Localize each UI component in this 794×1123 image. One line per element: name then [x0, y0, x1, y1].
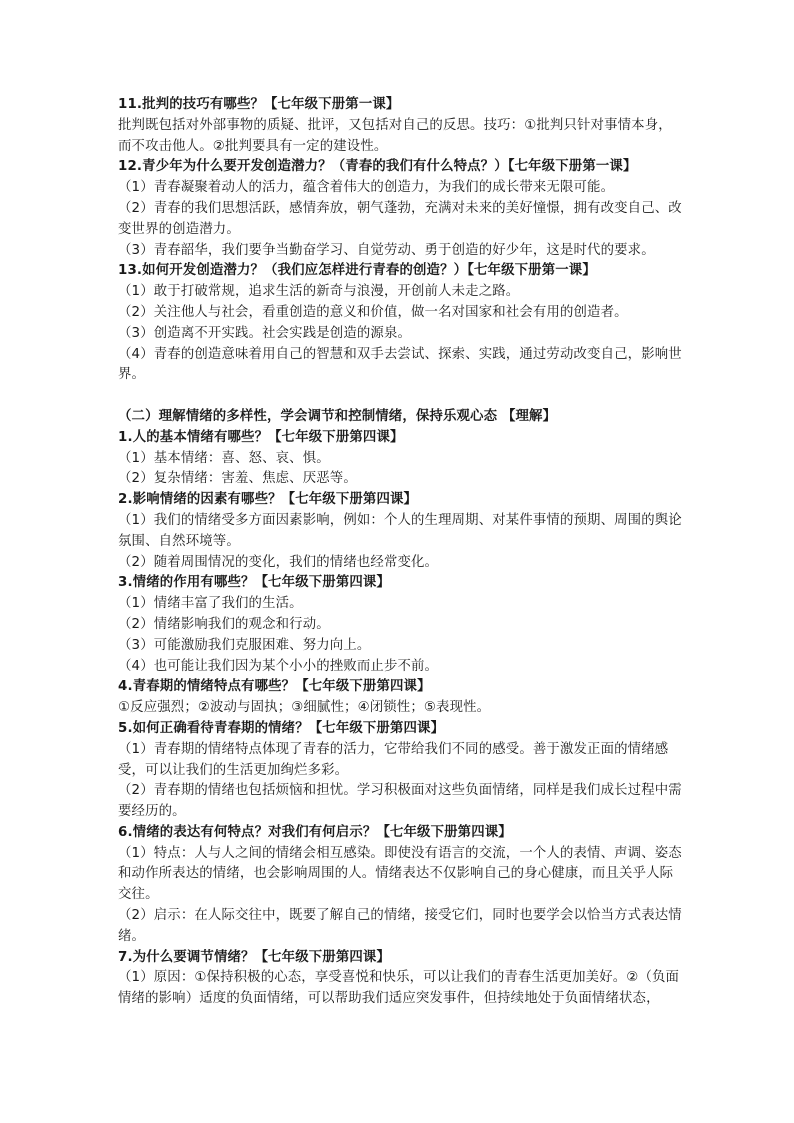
question-heading — [118, 719, 682, 740]
question-heading — [118, 261, 682, 282]
chapter-tag: 【七年级下册第四课】 — [281, 492, 418, 508]
answer-text: （1）原因：①保持积极的心态，享受喜悦和快乐，可以让我们的青春生活更加美好。②（负面情绪的影响）适度的负面情绪，可以帮助我们适应突发事件，但持续地处于负面情绪状态， — [118, 970, 680, 1007]
question-heading — [118, 823, 682, 844]
answer-text: （3）创造离不开实践。社会实践是创造的源泉。 — [118, 325, 412, 341]
question-text: 7.为什么要调节情绪？ — [118, 949, 255, 965]
answer-text: （2）随着周围情况的变化，我们的情绪也经常变化。 — [118, 554, 439, 570]
chapter-tag: 【七年级下册第四课】 — [308, 720, 445, 736]
chapter-tag: 【七年级下册第一课】 — [467, 263, 596, 279]
question-heading — [118, 677, 682, 698]
chapter-tag: 【七年级下册第四课】 — [254, 575, 390, 591]
question-text: 3.情绪的作用有哪些？ — [118, 575, 255, 591]
answer-text: （2）复杂情绪：害羞、焦虑、厌恶等。 — [118, 471, 357, 487]
question-text: 12.青少年为什么要开发创造潜力？（青春的我们有什么特点？） — [118, 159, 508, 175]
answer-text: （1）基本情绪：喜、怒、哀、惧。 — [118, 450, 330, 466]
chapter-tag: 【七年级下册第四课】 — [376, 824, 512, 840]
answer-text: （2）青春期的情绪也包括烦恼和担忧。学习积极面对这些负面情绪，同样是我们成长过程中需要经历的。 — [118, 783, 682, 820]
question-text: 11.批判的技巧有哪些？ — [118, 97, 265, 112]
paragraph-gap — [118, 386, 682, 407]
question-text: 13.如何开发创造潜力？（我们应怎样进行青春的创造？） — [118, 263, 468, 279]
answer-text: （1）特点：人与人之间的情绪会相互感染。即使没有语言的交流，一个人的表情、声调、姿态和动作所表达的情绪，也会影响周围的人。情绪表达不仅影响自己的身心健康，而且关乎人际交往。 — [118, 845, 682, 903]
section-creativity — [118, 95, 682, 386]
answer-text: （1）情绪丰富了我们的生活。 — [118, 596, 303, 612]
answer-text: （3）青春韶华，我们要争当勤奋学习、自觉劳动、勇于创造的好少年，这是时代的要求。 — [118, 242, 655, 258]
chapter-tag: 【七年级下册第四课】 — [295, 679, 431, 695]
question-text: 1.人的基本情绪有哪些？ — [118, 429, 269, 445]
answer-text: （4）青春的创造意味着用自己的智慧和双手去尝试、探索、实践，通过劳动改变自己，影响世界。 — [118, 346, 682, 383]
section-emotions — [118, 428, 682, 1010]
question-heading — [118, 573, 682, 594]
answer-text: （4）也可能让我们因为某个小小的挫败而止步不前。 — [118, 658, 439, 674]
question-text: 4.青春期的情绪特点有哪些？ — [118, 679, 296, 695]
answer-text: ①反应强烈；②波动与固执；③细腻性；④闭锁性；⑤表现性。 — [118, 700, 491, 716]
question-heading — [118, 948, 682, 969]
chapter-tag: 【七年级下册第四课】 — [268, 429, 404, 445]
question-heading — [118, 157, 682, 178]
chapter-tag: 【七年级下册第一课】 — [264, 97, 400, 112]
question-text: 2.影响情绪的因素有哪些？ — [118, 492, 282, 508]
question-text: 5.如何正确看待青春期的情绪？ — [118, 720, 309, 736]
chapter-tag: 【七年级下册第一课】 — [507, 159, 637, 175]
chapter-tag: 【七年级下册第四课】 — [254, 949, 390, 965]
answer-text: （3）可能激励我们克服困难、努力向上。 — [118, 637, 371, 653]
answer-text: （2）关注他人与社会，看重创造的意义和价值，做一名对国家和社会有用的创造者。 — [118, 304, 628, 320]
answer-text: （1）我们的情绪受多方面因素影响，例如：个人的生理周期、对某件事情的预期、周围的舆论氛围、自然环境等。 — [118, 512, 682, 549]
answer-text: （1）青春凝聚着动人的活力，蕴含着伟大的创造力，为我们的成长带来无限可能。 — [118, 180, 615, 196]
answer-text: （1）敢于打破常规，追求生活的新奇与浪漫，开创前人未走之路。 — [118, 284, 520, 300]
answer-text: 批判既包括对外部事物的质疑、批评，又包括对自己的反思。技巧：①批判只针对事情本身，而不攻击他人。②批判要具有一定的建设性。 — [118, 117, 672, 154]
question-heading — [118, 95, 682, 116]
answer-text: （2）情绪影响我们的观念和行动。 — [118, 616, 330, 632]
answer-text: （1）青春期的情绪特点体现了青春的活力，它带给我们不同的感受。善于激发正面的情绪感受，可以让我们的生活更加绚烂多彩。 — [118, 741, 669, 778]
section-title: （二）理解情绪的多样性，学会调节和控制情绪，保持乐观心态 【理解】 — [118, 408, 557, 424]
answer-text: （2）青春的我们思想活跃，感情奔放，朝气蓬勃，充满对未来的美好憧憬，拥有改变自己、改变世界的创造潜力。 — [118, 200, 682, 237]
question-text: 6.情绪的表达有何特点？对我们有何启示？ — [118, 824, 377, 840]
question-heading — [118, 490, 682, 511]
document-page — [118, 95, 682, 1010]
answer-text: （2）启示：在人际交往中，既要了解自己的情绪，接受它们，同时也要学会以恰当方式表达情绪。 — [118, 908, 682, 944]
question-heading — [118, 428, 682, 449]
